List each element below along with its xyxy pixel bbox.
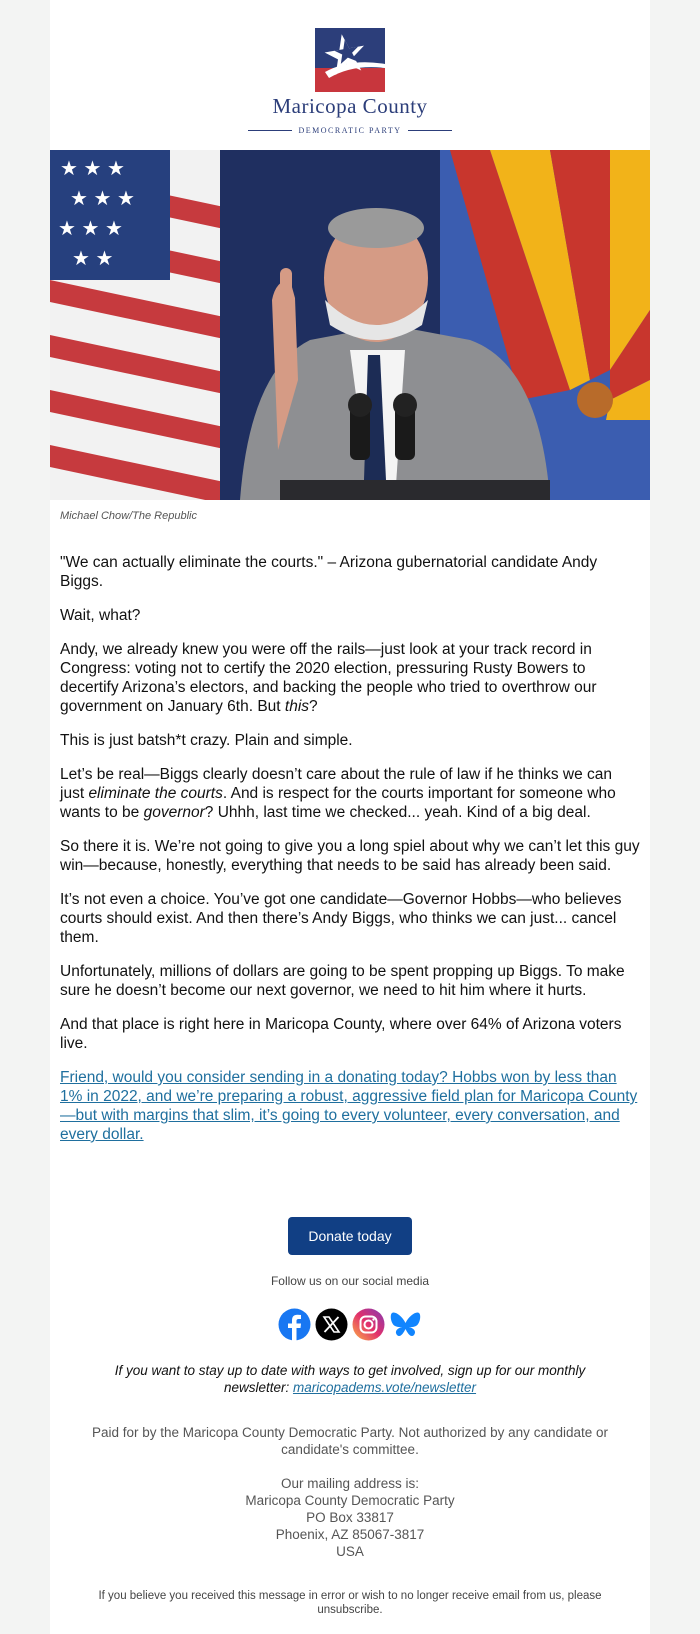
newsletter-note	[90, 1362, 610, 1396]
paragraph-rule-of-law	[60, 765, 640, 822]
bluesky-icon[interactable]	[389, 1308, 422, 1341]
hero-photo	[50, 150, 650, 500]
text-run: Andy, we already knew you were off the rails—just look at your track record in Congress: voting not to certify the 2020 election, pressuring Rusty Bowers to decertify Arizona’s electors, and backing the people who tried to overthrow our government on January 6th. But	[60, 641, 597, 715]
paid-for-disclaimer: Paid for by the Maricopa County Democratic Party. Not authorized by any candidate or candidate's committee.	[91, 1425, 608, 1457]
svg-text:★ ★ ★: ★ ★ ★	[60, 158, 125, 180]
instagram-icon[interactable]	[352, 1308, 385, 1341]
address-po-box: PO Box 33817	[306, 1510, 394, 1525]
unsubscribe-note[interactable]: If you believe you received this message in error or wish to no longer receive email from us, please unsubscribe.	[98, 1590, 602, 1616]
svg-text:★ ★ ★: ★ ★ ★	[58, 218, 123, 240]
paragraph-maricopa: And that place is right here in Maricopa County, where over 64% of Arizona voters live.	[60, 1016, 622, 1052]
photo-caption: Michael Chow/The Republic	[60, 510, 197, 522]
social-links	[278, 1308, 422, 1342]
party-logo[interactable]	[50, 28, 650, 136]
emphasis-text: eliminate the courts	[88, 785, 223, 802]
text-run: ? Uhhh, last time we checked... yeah. Kind of a big deal.	[204, 804, 591, 821]
email-card	[50, 0, 650, 1634]
text-run: . And is respect for the courts important for someone who wants to be	[60, 785, 616, 821]
paragraph-appeal	[60, 1068, 640, 1144]
star-logo-icon	[315, 28, 385, 92]
social-heading: Follow us on our social media	[270, 1274, 430, 1288]
logo-rule-left	[248, 130, 292, 131]
paragraph-wait: Wait, what?	[60, 607, 141, 624]
donate-button[interactable]: Donate today	[288, 1217, 412, 1255]
us-flag	[50, 150, 240, 500]
mailing-address-heading: Our mailing address is:	[280, 1476, 420, 1491]
paragraph-money: Unfortunately, millions of dollars are going to be spent propping up Biggs. To make sure he doesn’t become our next governor, we need to hit him where it hurts.	[60, 963, 625, 999]
emphasis-text: governor	[143, 804, 205, 821]
paragraph-track-record	[60, 640, 640, 716]
paragraph-spiel: So there it is. We’re not going to give you a long spiel about why we can’t let this guy win—because, honestly, everything that needs to be said has already been said.	[60, 838, 640, 874]
facebook-icon[interactable]	[278, 1308, 311, 1341]
svg-text:★ ★ ★: ★ ★ ★	[70, 188, 135, 210]
logo-subtitle	[248, 126, 451, 135]
address-city: Phoenix, AZ 85067-3817	[275, 1527, 425, 1542]
email-body	[60, 553, 640, 1159]
paragraph-choice: It’s not even a choice. You’ve got one candidate—Governor Hobbs—who believes courts should exist. And then there’s Andy Biggs, who thinks we can just... cancel them.	[60, 891, 622, 946]
paragraph-crazy: This is just batsh*t crazy. Plain and simple.	[60, 732, 353, 749]
logo-rule-right	[408, 130, 452, 131]
newsletter-link[interactable]: maricopadems.vote/newsletter	[292, 1380, 477, 1395]
emphasis-text: this	[284, 698, 310, 715]
text-run: Let’s be real—Biggs clearly doesn’t care about the rule of law if he thinks we can just	[60, 766, 612, 802]
footer	[80, 1424, 620, 1560]
logo-subtitle-text: DEMOCRATIC PARTY	[298, 126, 402, 135]
svg-text:★ ★: ★ ★	[72, 248, 114, 270]
donation-appeal-link[interactable]: Friend, would you consider sending in a donating today? Hobbs won by less than 1% in 2022, and we’re preparing a robust, aggressive field plan for Maricopa County—but with margins that slim, it’s going to every volunteer, every conversation, and every dollar.	[60, 1069, 638, 1143]
x-icon[interactable]	[315, 1308, 348, 1341]
address-country: USA	[336, 1544, 364, 1559]
logo-title: Maricopa County	[272, 94, 428, 118]
address-org: Maricopa County Democratic Party	[245, 1493, 455, 1508]
text-run: ?	[309, 698, 318, 715]
newsletter-text: If you want to stay up to date with ways to get involved, sign up for our monthly newsletter:	[114, 1363, 586, 1395]
paragraph-quote: "We can actually eliminate the courts." – Arizona gubernatorial candidate Andy Biggs.	[60, 554, 598, 590]
